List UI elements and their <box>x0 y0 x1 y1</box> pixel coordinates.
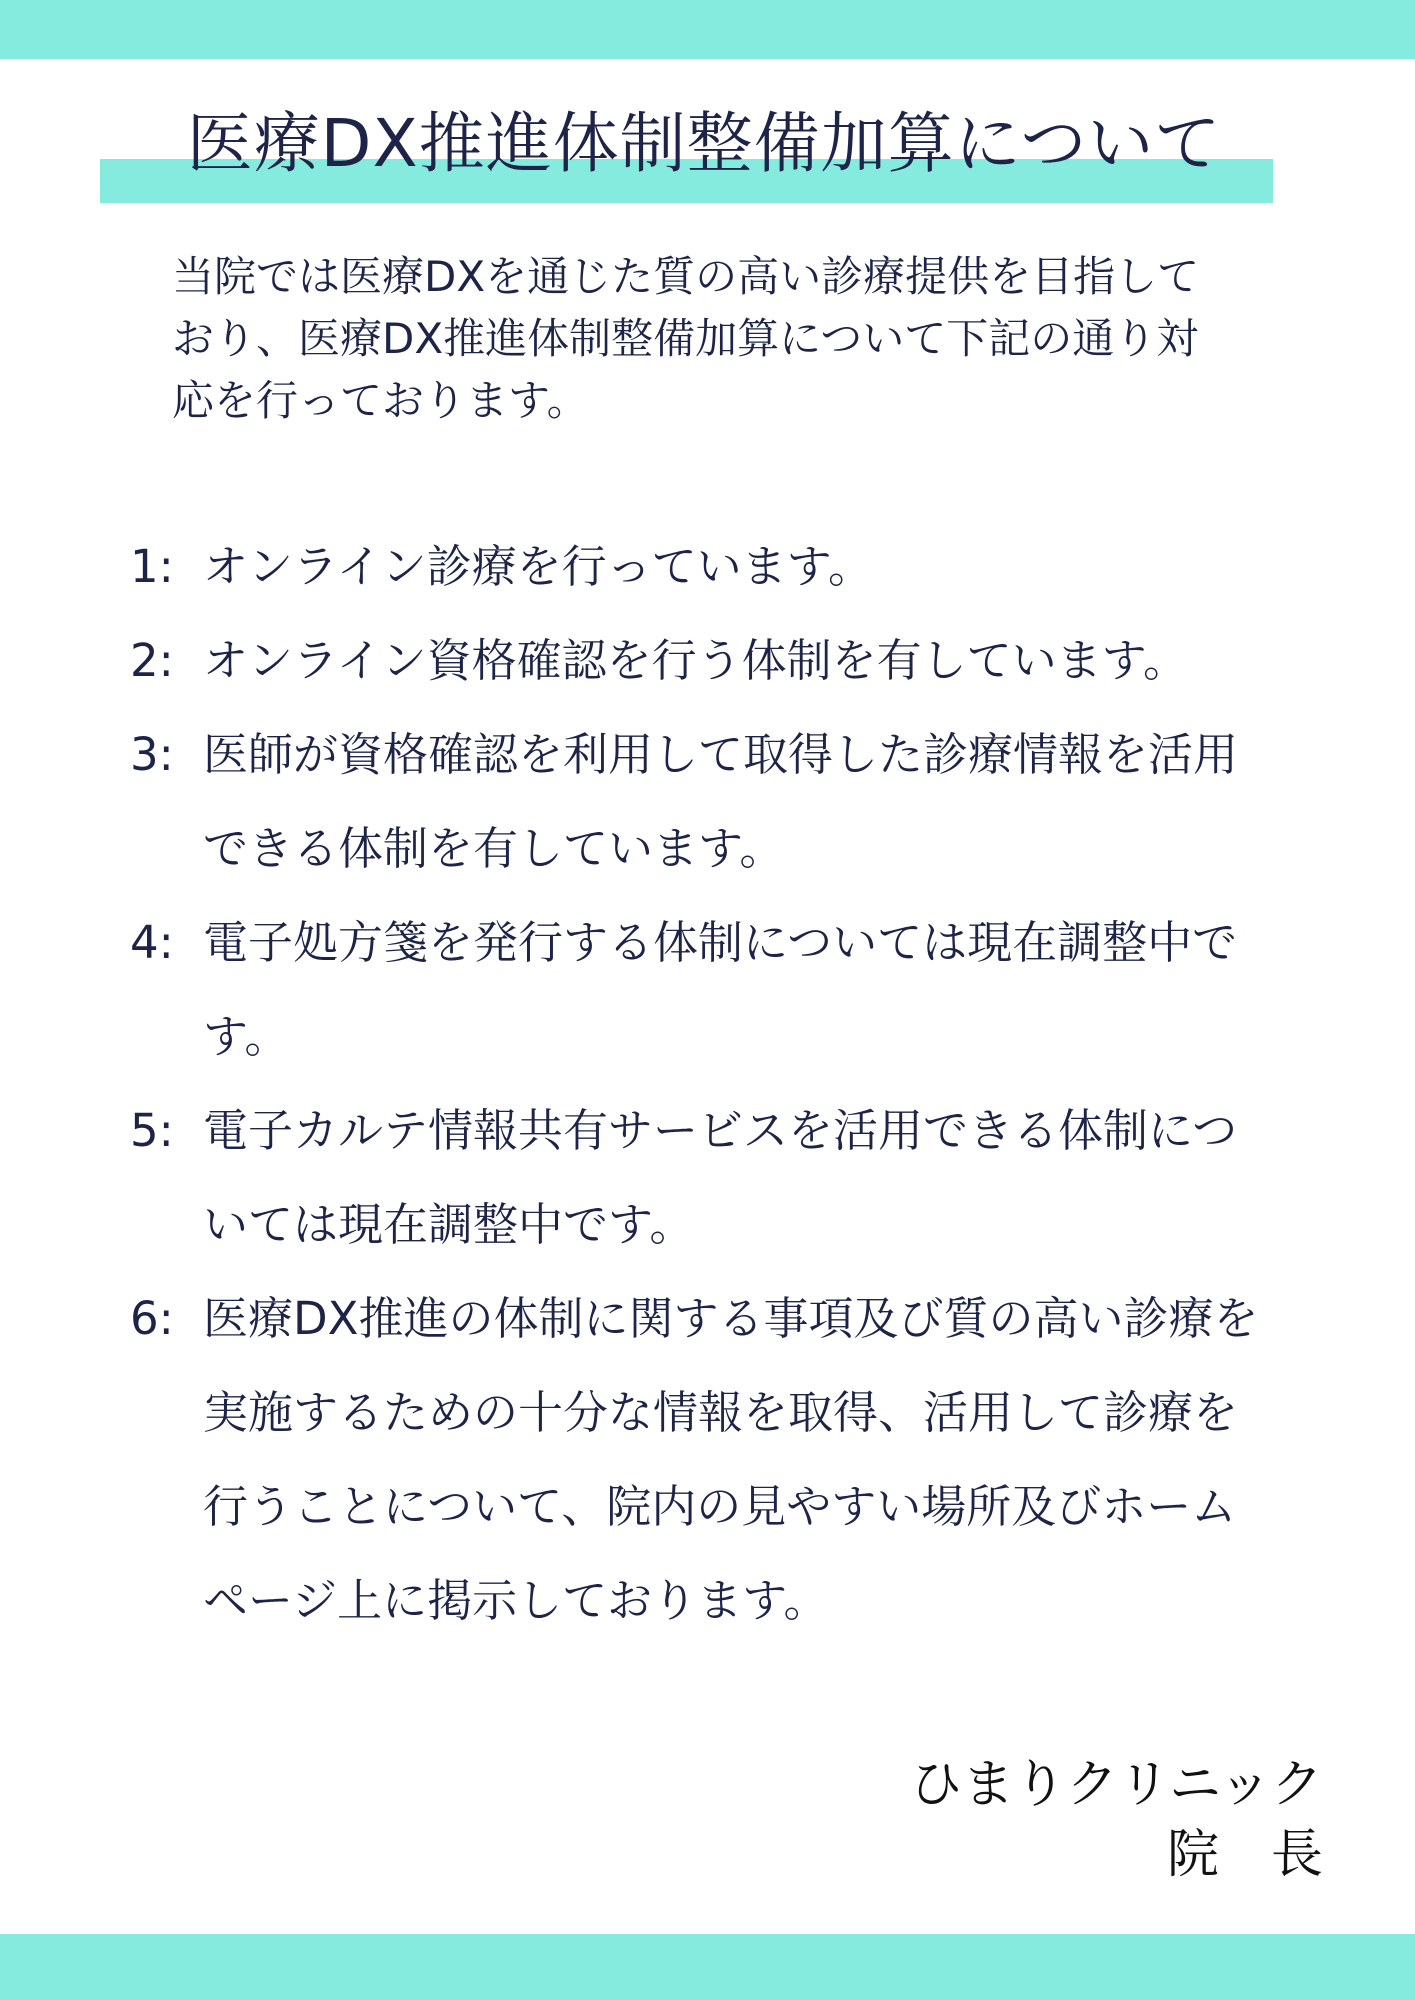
item-number: 2: <box>130 634 174 687</box>
item-text: オンライン診療を行っています。 <box>203 540 874 593</box>
director-title: 院 長 <box>1166 1825 1323 1885</box>
item-number: 4: <box>130 916 174 969</box>
item-text: 医師が資格確認を利用して取得した診療情報を活用できる体制を有しています。 <box>203 728 1239 875</box>
top-accent-bar <box>0 0 1415 59</box>
page-title: 医療DX推進体制整備加算について <box>186 105 1222 182</box>
list-item <box>130 896 1270 1084</box>
list-item <box>130 1084 1270 1272</box>
item-number: 1: <box>130 540 174 593</box>
item-number: 6: <box>130 1292 174 1345</box>
list-item <box>130 708 1270 896</box>
item-text: 電子処方箋を発行する体制については現在調整中です。 <box>203 916 1238 1063</box>
intro-paragraph: 当院では医療DXを通じた質の高い診療提供を目指しており、医療DX推進体制整備加算について下記の通り対応を行っております。 <box>172 252 1200 425</box>
list-item <box>130 1272 1270 1648</box>
item-text: 電子カルテ情報共有サービスを活用できる体制については現在調整中です。 <box>203 1104 1238 1251</box>
list-item <box>130 614 1270 708</box>
item-text: オンライン資格確認を行う体制を有しています。 <box>203 634 1189 687</box>
item-number: 3: <box>130 728 174 781</box>
measures-list <box>130 520 1270 1648</box>
item-text: 医療DX推進の体制に関する事項及び質の高い診療を実施するための十分な情報を取得、活用して診療を行うことについて、院内の見やすい場所及びホームページ上に掲示しております。 <box>203 1292 1259 1627</box>
item-number: 5: <box>130 1104 174 1157</box>
clinic-name: ひまりクリニック <box>910 1755 1323 1815</box>
bottom-accent-bar <box>0 1934 1415 2000</box>
list-item <box>130 520 1270 614</box>
signature-block <box>910 1750 1323 1890</box>
